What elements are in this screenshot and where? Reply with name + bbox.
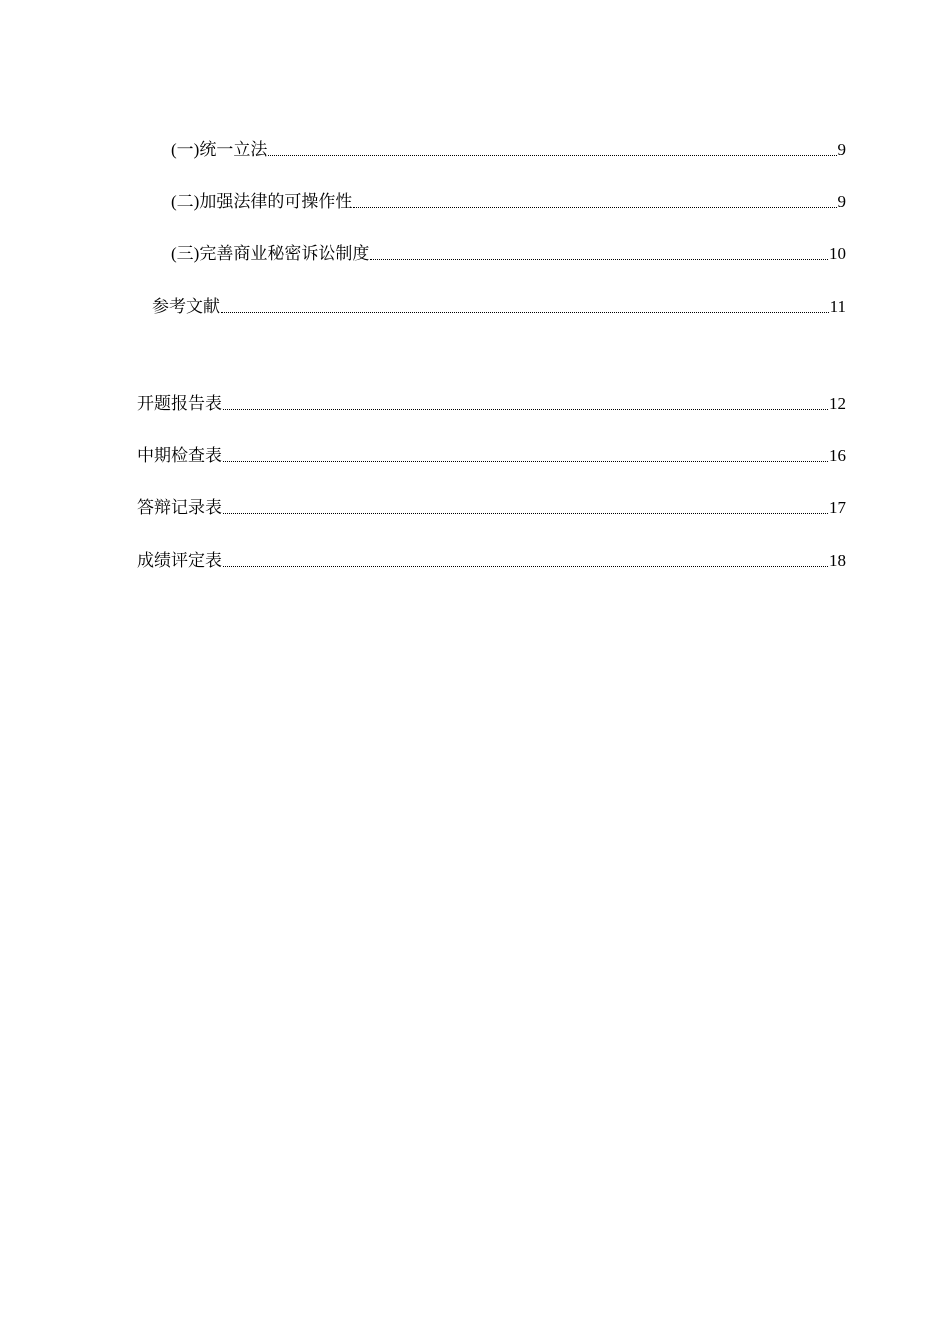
toc-entry-label: 开题报告表 xyxy=(137,394,222,413)
toc-entry-law-operability[interactable] xyxy=(171,191,846,213)
toc-entry-midterm-check[interactable] xyxy=(137,445,846,467)
toc-page-number: 11 xyxy=(829,297,846,316)
toc-entry-grade-evaluation[interactable] xyxy=(137,550,846,572)
toc-page-number: 9 xyxy=(837,140,846,159)
toc-entry-label: (一)统一立法 xyxy=(171,140,268,159)
toc-dot-leader xyxy=(268,155,836,156)
toc-dot-leader xyxy=(223,513,828,514)
toc-page-number: 12 xyxy=(829,394,846,413)
toc-entry-proposal-report[interactable] xyxy=(137,393,846,415)
toc-entry-label: 答辩记录表 xyxy=(137,498,222,517)
toc-entry-label: 成绩评定表 xyxy=(137,551,222,570)
toc-page-number: 9 xyxy=(837,192,846,211)
toc-page-number: 10 xyxy=(829,244,846,263)
toc-dot-leader xyxy=(353,207,836,208)
toc-entry-defense-record[interactable] xyxy=(137,497,846,519)
toc-entry-label: 参考文献 xyxy=(152,297,220,316)
toc-entry-label: (三)完善商业秘密诉讼制度 xyxy=(171,244,370,263)
toc-entry-label: (二)加强法律的可操作性 xyxy=(171,192,353,211)
toc-page-number: 17 xyxy=(829,498,846,517)
toc-page-number: 16 xyxy=(829,446,846,465)
toc-dot-leader xyxy=(221,312,829,313)
toc-page-number: 18 xyxy=(829,551,846,570)
toc-dot-leader xyxy=(370,259,828,260)
toc-entry-trade-secret-litigation[interactable] xyxy=(171,243,846,265)
toc-dot-leader xyxy=(223,461,828,462)
toc-dot-leader xyxy=(223,409,828,410)
toc-entry-references[interactable] xyxy=(152,296,846,318)
toc-entry-unified-legislation[interactable] xyxy=(171,139,846,161)
toc-entry-label: 中期检查表 xyxy=(137,446,222,465)
toc-dot-leader xyxy=(223,566,828,567)
